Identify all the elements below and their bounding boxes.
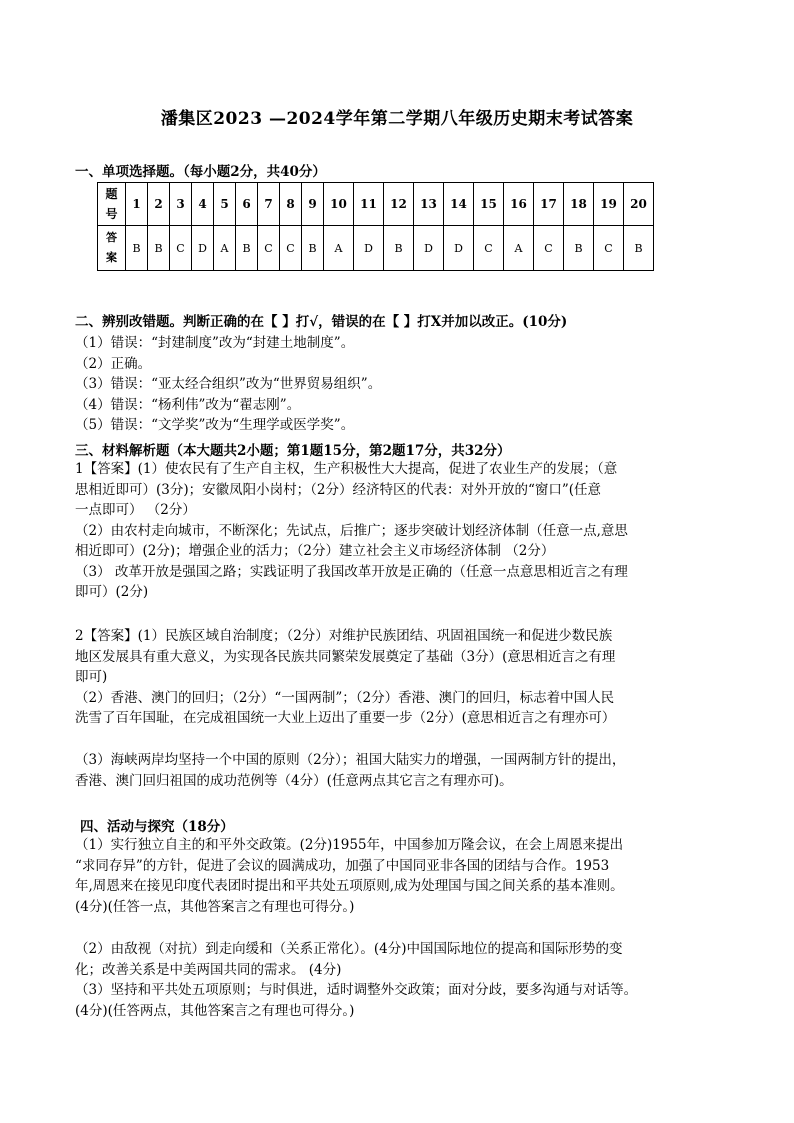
row-label-answer (98, 226, 126, 271)
section3-q2-answer (75, 626, 727, 729)
table-cell: 4 (192, 183, 214, 226)
table-cell: 10 (324, 183, 354, 226)
answer-line: （2）由农村走向城市，不断深化；先试点，后推广；逐步突破计划经济体制（任意一点,意思 (75, 522, 628, 539)
table-cell: A (214, 226, 236, 271)
table-cell: C (474, 226, 504, 271)
row-label-number (98, 183, 126, 226)
answer-line: （3）坚持和平共处五项原则；与时俱进，适时调整外交政策；面对分歧，要多沟通与对话等。 (75, 982, 638, 998)
table-cell: B (236, 226, 258, 271)
table-cell: 8 (280, 183, 302, 226)
section3-q1-answer (75, 459, 727, 603)
answer-line: 一点即可） （2分） (75, 502, 196, 518)
table-cell: 15 (474, 183, 504, 226)
section2-heading: 二、辨别改错题。判断正确的在【 】打√，错误的在【 】打X并加以改正。(10分) (75, 314, 568, 330)
table-cell: 2 (148, 183, 170, 226)
table-cell: 19 (594, 183, 624, 226)
table-cell: 9 (302, 183, 324, 226)
table-cell: B (126, 226, 148, 271)
answer-line: “求同存异”的方针，促进了会议的圆满成功，加强了中国同亚非各国的团结与合作。1953 (75, 857, 610, 874)
answer-line: 相近即可）(2分)；增强企业的活力；（2分）建立社会主义市场经济体制 （2分） (75, 543, 555, 559)
answer-line: （2）由敌视（对抗）到走向缓和（关系正常化）。(4分)中国国际地位的提高和国际形势的变 (75, 941, 623, 957)
answer-line: （3） 改革开放是强国之路；实践证明了我国改革开放是正确的（任意一点意思相近言之有理 (75, 563, 628, 580)
list-item: （1）错误：“封建制度”改为“封建土地制度”。 (75, 335, 355, 351)
answer-line: (4分)(任答两点，其他答案言之有理也可得分。) (75, 1002, 355, 1019)
section4-part2-answer (75, 939, 727, 1021)
table-cell: B (302, 226, 324, 271)
table-cell: D (444, 226, 474, 271)
table-cell: D (354, 226, 384, 271)
table-cell: 20 (624, 183, 654, 226)
table-cell: 18 (564, 183, 594, 226)
row-label-answer-char1: 答 (106, 231, 117, 244)
row-label-number-char2: 号 (105, 207, 118, 221)
answer-line: 香港、澳门回归祖国的成功范例等（4分）(任意两点其它言之有理亦可)。 (75, 772, 513, 789)
table-cell: A (324, 226, 354, 271)
answer-line: （2）香港、澳门的回归；（2分）“一国两制”；（2分）香港、澳门的回归，标志着中国人民 (75, 689, 615, 706)
answer-line: 思相近即可）(3分)；安徽凤阳小岗村；（2分）经济特区的代表：对外开放的“窗口”(任意 (75, 481, 602, 498)
table-cell: 3 (170, 183, 192, 226)
table-cell: C (594, 226, 624, 271)
table-cell: D (414, 226, 444, 271)
answer-line: 即可）(2分) (75, 584, 149, 600)
answer-line: 即可) (75, 669, 108, 685)
section4-part1-answer (75, 835, 727, 917)
answer-line: 1【答案】(1）使农民有了生产自主权，生产积极性大大提高，促进了农业生产的发展；（意 (75, 461, 618, 477)
table-row-numbers (98, 183, 654, 226)
table-cell: C (280, 226, 302, 271)
list-item: （2）正确。 (75, 355, 152, 372)
answer-line: 年,周恩来在接见印度代表团时提出和平共处五项原则,成为处理国与国之间关系的基本准则。 (75, 878, 624, 894)
answer-line: 化；改善关系是中美两国共同的需求。 (4分) (75, 961, 342, 978)
answer-line: 地区发展具有重大意义，为实现各民族共同繁荣发展奠定了基础（3分）(意思相近言之有理 (75, 648, 616, 665)
row-label-answer-char2: 案 (106, 251, 117, 264)
table-cell: C (170, 226, 192, 271)
table-cell: 11 (354, 183, 384, 226)
answer-table (97, 182, 654, 271)
table-cell: C (258, 226, 280, 271)
table-cell: 6 (236, 183, 258, 226)
table-cell: 14 (444, 183, 474, 226)
answer-line: （1）实行独立自主的和平外交政策。(2分)1955年，中国参加万隆会议，在会上周恩来提出 (75, 837, 624, 853)
table-cell: C (534, 226, 564, 271)
table-cell: A (504, 226, 534, 271)
table-cell: D (192, 226, 214, 271)
section3-q2-part3-answer (75, 750, 727, 791)
table-cell: 13 (414, 183, 444, 226)
list-item: （4）错误：“杨利伟”改为“翟志刚”。 (75, 396, 301, 413)
table-row-answers (98, 226, 654, 271)
table-cell: 7 (258, 183, 280, 226)
list-item: （5）错误：“文学奖”改为“生理学或医学奖”。 (75, 417, 355, 433)
list-item: （3）错误：“亚太经合组织”改为“世界贸易组织”。 (75, 376, 382, 392)
answer-line: 洗雪了百年国耻，在完成祖国统一大业上迈出了重要一步（2分）(意思相近言之有理亦可） (75, 710, 616, 726)
table-cell: 1 (126, 183, 148, 226)
section3-heading: 三、材料解析题（本大题共2小题；第1题15分，第2题17分，共32分） (75, 443, 511, 459)
answer-line: 2【答案】(1）民族区域自治制度；（2分）对维护民族团结、巩固祖国统一和促进少数民族 (75, 628, 613, 644)
section1-heading: 一、单项选择题。（每小题2分，共40分） (75, 164, 326, 180)
table-cell: B (564, 226, 594, 271)
section2-items (75, 333, 727, 436)
answer-line: (4分)(任答一点，其他答案言之有理也可得分。) (75, 898, 355, 915)
table-cell: B (148, 226, 170, 271)
table-cell: 17 (534, 183, 564, 226)
answer-line: （3）海峡两岸均坚持一个中国的原则（2分）；祖国大陆实力的增强，一国两制方针的提出， (75, 752, 626, 768)
table-cell: 16 (504, 183, 534, 226)
section4-heading: 四、活动与探究（18分） (80, 819, 234, 835)
table-cell: B (384, 226, 414, 271)
page-title: 潘集区2023 —2024学年第二学期八年级历史期末考试答案 (160, 109, 634, 129)
table-cell: B (624, 226, 654, 271)
table-cell: 12 (384, 183, 414, 226)
table-cell: 5 (214, 183, 236, 226)
row-label-number-char1: 题 (105, 187, 118, 201)
